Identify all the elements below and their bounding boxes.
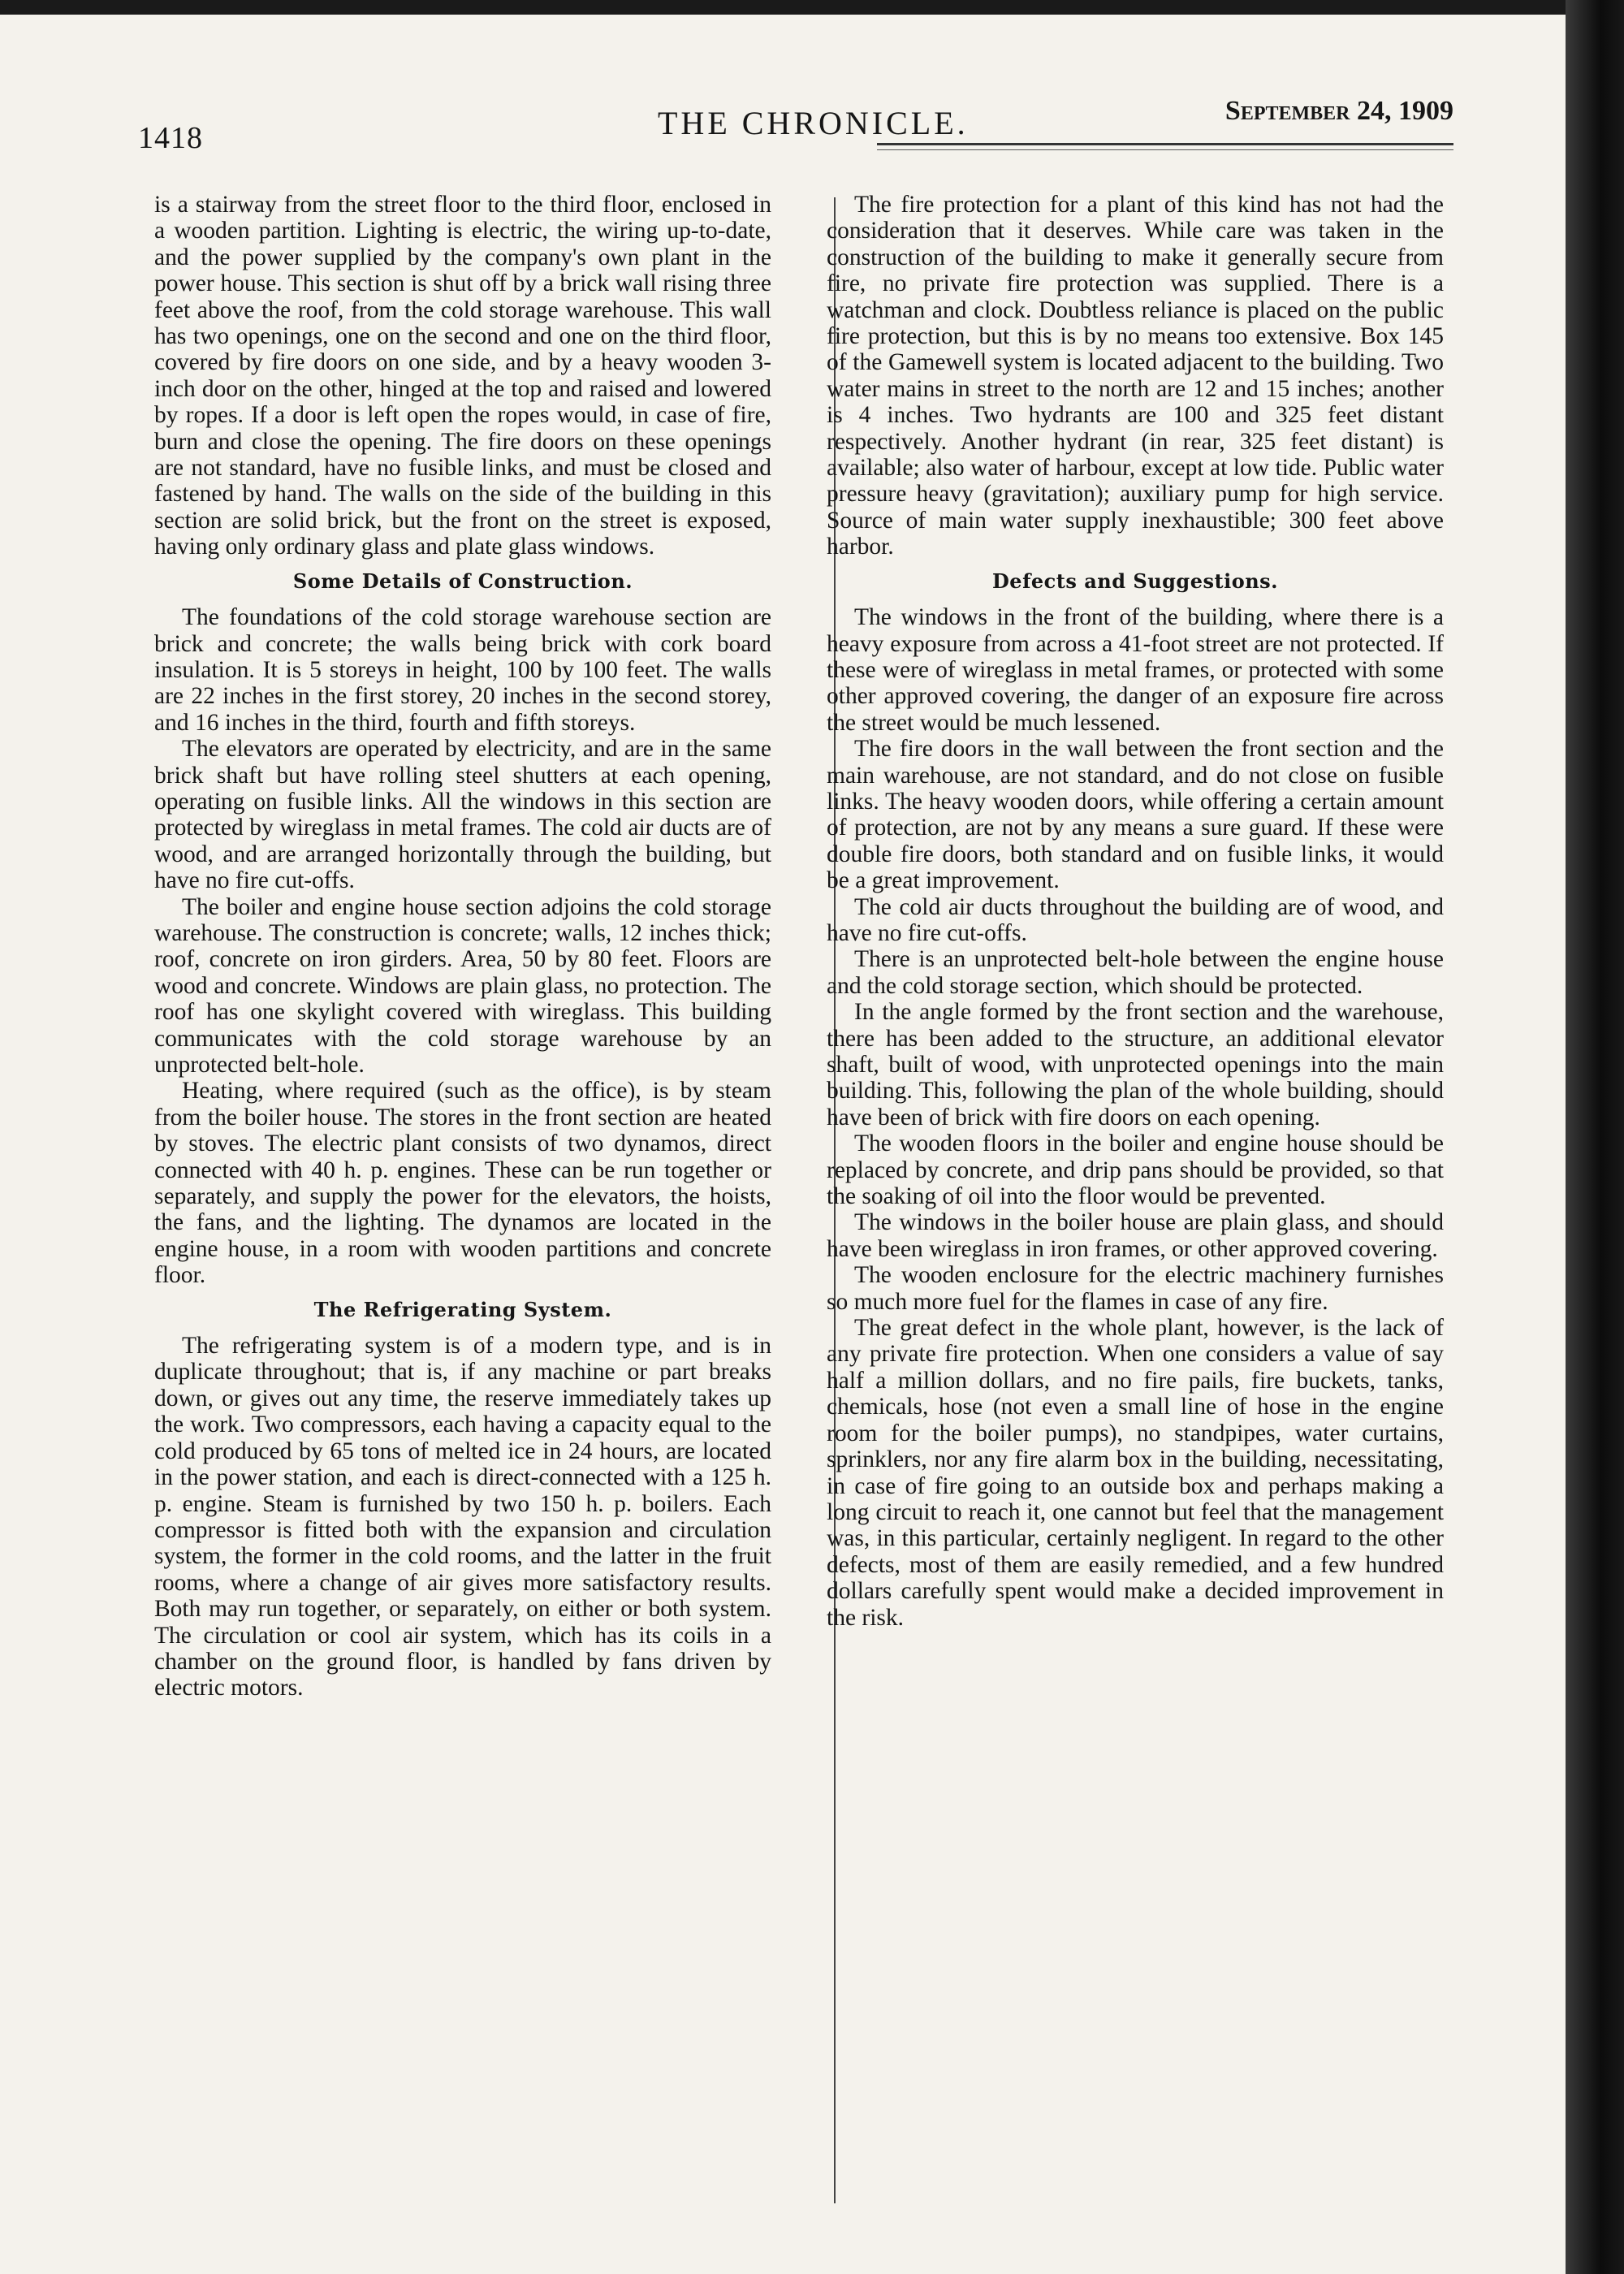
paragraph: The fire doors in the wall between the front section and the main warehouse, are not standard, and do not close on fusible links. The heavy wooden doors, while offering a certain amount of protection, are not by any means a sure guard. If these were double fire doors, both standard and on fusible links, it would be a great improvement. [827,736,1444,894]
paragraph: is a stairway from the street floor to the third floor, enclosed in a wooden partition. Lighting is electric, the wiring up-to-date, and the power supplied by the company's own plant in the power house. This section is shut off by a brick wall rising three feet above the roof, from the cold storage warehouse. This wall has two openings, one on the second and one on the third floor, covered by fire doors on one side, and by a heavy wooden 3-inch door on the other, hinged at the top and raised and lowered by ropes. If a door is left open the ropes would, in case of fire, burn and close the opening. The fire doors on these openings are not standard, have no fusible links, and must be closed and fastened by hand. The walls on the side of the building in this section are solid brick, but the front on the street is exposed, having only ordinary glass and plate glass windows. [154,192,771,560]
paragraph: There is an unprotected belt-hole between the engine house and the cold storage section, which should be protected. [827,946,1444,999]
page-edge-shadow [1566,0,1624,2274]
section-heading: Defects and Suggestions. [991,568,1279,593]
paragraph: The refrigerating system is of a modern type, and is in duplicate throughout; that is, if any machine or part breaks down, or gives out any time, the reserve immediately takes up the work. Two compressors, each having a capacity equal to the cold produced by 65 tons of melted ice in 24 hours, are located in the power station, and each is direct-connected with a 125 h. p. engine. Steam is furnished by two 150 h. p. boilers. Each compressor is fitted both with the expansion and circulation system, the former in the cold rooms, and the latter in the fruit rooms, where a change of air gives more satisfactory results. Both may run together, or separately, on either or both system. The circulation or cool air system, which has its coils in a chamber on the ground floor, is handled by fans driven by electric motors. [154,1333,771,1701]
newspaper-page [0,15,1566,2274]
left-column [154,192,771,1701]
paragraph: The windows in the boiler house are plain glass, and should have been wireglass in iron frames, or other approved covering. [827,1209,1444,1262]
paragraph: The wooden floors in the boiler and engine house should be replaced by concrete, and drip pans should be provided, so that the soaking of oil into the floor would be prevented. [827,1131,1444,1210]
paragraph: Heating, where required (such as the office), is by steam from the boiler house. The stores in the front section are heated by stoves. The electric plant consists of two dynamos, direct connected with 40 h. p. engines. These can be run together or separately, and supply the power for the elevators, the hoists, the fans, and the lighting. The dynamos are located in the engine house, in a room with wooden partitions and concrete floor. [154,1078,771,1289]
paragraph: The cold air ducts throughout the building are of wood, and have no fire cut-offs. [827,893,1444,946]
section-heading: Some Details of Construction. [292,568,633,593]
paragraph: The wooden enclosure for the electric machinery furnishes so much more fuel for the flames in case of any fire. [827,1262,1444,1315]
page-header [138,89,1453,162]
header-rule [877,143,1453,145]
header-rule-thin [877,149,1453,150]
paragraph: The great defect in the whole plant, however, is the lack of any private fire protection. When one considers a value of say half a million dollars, and no fire pails, fire buckets, tanks, chemicals, hose (not even a small line of hose in the engine room for the boiler pumps), no standpipes, water curtains, sprinklers, nor any fire alarm box in the building, necessitating, in case of fire going to an outside box and perhaps making a long circuit to reach it, one cannot but feel that the management was, in this particular, certainly negligent. In regard to the other defects, most of them are easily remedied, and a few hundred dollars carefully spent would make a decided improvement in the risk. [827,1315,1444,1631]
issue-date: September 24, 1909 [1224,96,1453,126]
paragraph: The boiler and engine house section adjoins the cold storage warehouse. The construction is concrete; walls, 12 inches thick; roof, concrete on iron girders. Area, 50 by 80 feet. Floors are wood and concrete. Windows are plain glass, no protection. The roof has one skylight covered with wireglass. This building communicates with the cold storage warehouse by an unprotected belt-hole. [154,893,771,1078]
section-heading: The Refrigerating System. [313,1297,612,1321]
paragraph: The foundations of the cold storage warehouse section are brick and concrete; the walls being brick with cork board insulation. It is 5 storeys in height, 100 by 100 feet. The walls are 22 inches in the first storey, 20 inches in the second storey, and 16 inches in the third, fourth and fifth storeys. [154,604,771,736]
paragraph: The windows in the front of the building, where there is a heavy exposure from across a 41-foot street are not protected. If these were of wireglass in metal frames, or protected with some other approved covering, the danger of an exposure fire across the street would be much lessened. [827,604,1444,736]
right-column [827,192,1444,1631]
page-number: 1418 [138,121,203,155]
paragraph: The fire protection for a plant of this kind has not had the consideration that it deserves. While care was taken in the construction of the building to make it generally secure from fire, no private fire protection was supplied. There is a watchman and clock. Doubtless reliance is placed on the public fire protection, but this is by no means too extensive. Box 145 of the Gamewell system is located adjacent to the building. Two water mains in street to the north are 12 and 15 inches; another is 4 inches. Two hydrants are 100 and 325 feet distant respectively. Another hydrant (in rear, 325 feet distant) is available; also water of harbour, except at low tide. Public water pressure heavy (gravitation); auxiliary pump for high service. Source of main water supply inexhaustible; 300 feet above harbor. [827,192,1444,560]
paragraph: In the angle formed by the front section and the warehouse, there has been added to the structure, an additional elevator shaft, built of wood, with unprotected openings into the main building. This, following the plan of the whole building, should have been of brick with fire doors on each opening. [827,999,1444,1131]
publication-title: THE CHRONICLE. [658,105,969,141]
paragraph: The elevators are operated by electricity, and are in the same brick shaft but have rolling steel shutters at each opening, operating on fusible links. All the windows in this section are protected by wireglass in metal frames. The cold air ducts are of wood, and are arranged horizontally through the building, but have no fire cut-offs. [154,736,771,894]
